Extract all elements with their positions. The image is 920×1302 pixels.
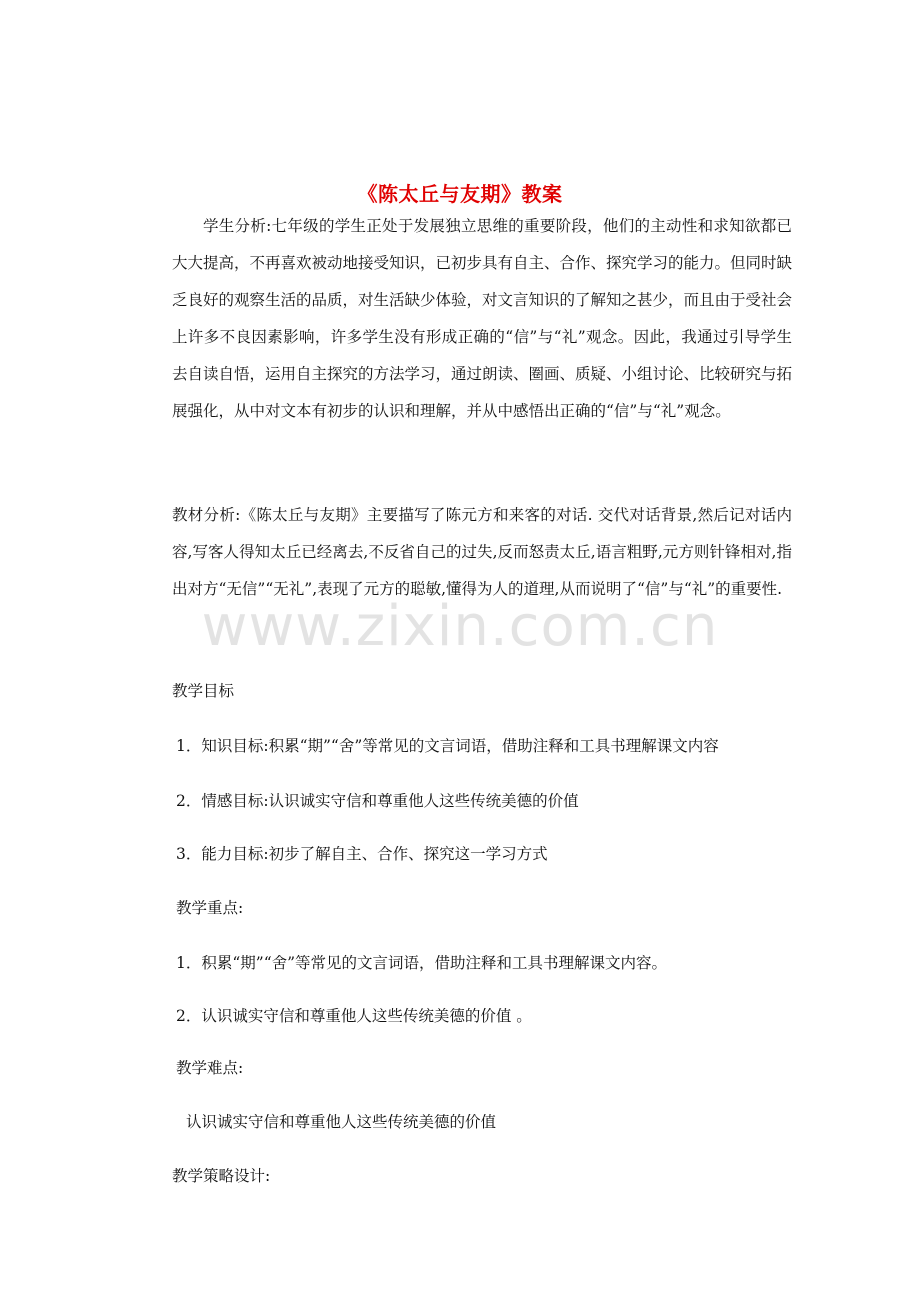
strategy-heading: 教学策略设计: [172,1167,271,1185]
difficulty-text: 认识诚实守信和尊重他人这些传统美德的价值 [186,1113,497,1131]
key-point-item-1: 1．积累“期”“舍”等常见的文言词语，借助注释和工具书理解课文内容。 [176,954,668,972]
key-points-heading: 教学重点: [176,899,244,917]
student-analysis-text: 学生分析:七年级的学生正处于发展独立思维的重要阶段，他们的主动性和求知欲都已大大提高，不再喜欢被动地接受知识，已初步具有自主、合作、探究学习的能力。但同时缺乏良好的观察生活的品质，对生活缺少体验，对文言知识的了解知之甚少，而且由于受社会上许多不良因素影响，许多学生没有形成正确的“信”与“礼”观念。因此，我通过引导学生去自读自悟，运用自主探究的方法学习，通过朗读、圈画、质疑、小组讨论、比较研究与拓展强化，从中对文本有初步的认识和理解，并从中感悟出正确的“信”与“礼”观念。 [172,217,793,420]
difficulty-heading: 教学难点: [176,1059,244,1077]
goals-heading: 教学目标 [172,682,235,700]
goal-item-3: 3．能力目标:初步了解自主、合作、探究这一学习方式 [176,845,548,863]
material-analysis-text: 教材分析:《陈太丘与友期》主要描写了陈元方和来客的对话. 交代对话背景,然后记对话内容,写客人得知太丘已经离去,不反省自己的过失,反而怒责太丘,语言粗野,元方则针锋相对,指出对方“无信”“无礼”,表现了元方的聪敏,懂得为人的道理,从而说明了“信”与“礼”的重要性. [172,506,792,598]
watermark: www.zixin.com.cn [201,594,719,659]
document-title: 《陈太丘与友期》教案 [357,182,563,206]
student-analysis-paragraph [172,208,792,430]
material-analysis-paragraph [172,497,792,608]
goal-item-1: 1．知识目标:积累“期”“舍”等常见的文言词语，借助注释和工具书理解课文内容 [176,737,719,755]
goal-item-2: 2．情感目标:认识诚实守信和尊重他人这些传统美德的价值 [176,792,579,810]
key-point-item-2: 2．认识诚实守信和尊重他人这些传统美德的价值 。 [176,1007,532,1025]
